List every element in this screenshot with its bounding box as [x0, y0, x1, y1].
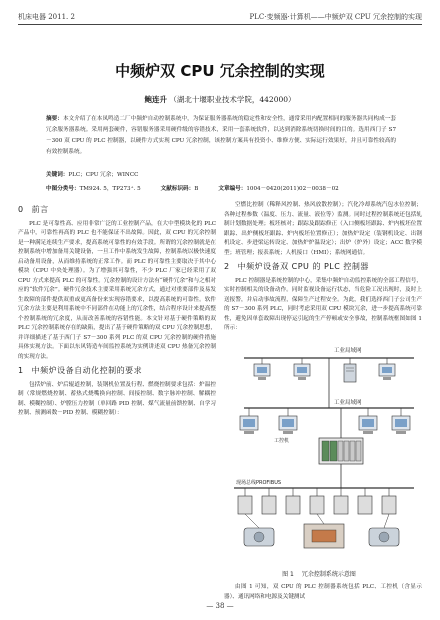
network-label-top: 工业局域网 [334, 347, 362, 354]
doc-code-value: B [194, 186, 199, 192]
article-no-label: 文章编号： [218, 186, 247, 192]
workstation-icon [279, 408, 297, 434]
field-device-icon [310, 488, 324, 514]
section-title: 中频炉设备自动化控制的要求 [31, 366, 143, 375]
device-link [245, 514, 259, 528]
abstract-label: 摘要： [46, 116, 63, 122]
figure-caption [224, 570, 422, 580]
motor-icon [244, 528, 274, 546]
author-name: 鲍连升 [144, 95, 167, 104]
header-journal: 机床电器 2011. 2 [18, 13, 75, 21]
header-section: PLC·变频器·计算机——中频炉双 CPU 冗余控制的实现 [249, 13, 422, 21]
device-link [317, 514, 324, 524]
figure-explanation-paragraph: 由图 1 可知，双 CPU 的 PLC 控制器系统包括 PLC、工控机（含显示器）、通讯网络和电源及关键测试 [224, 584, 422, 600]
article-no-value: 1004－0420(2011)02－0038－02 [246, 186, 339, 192]
workstation-icon [392, 408, 410, 434]
control-paragraph: 空燃比控制（稀释风控制、热风放散控制）；汽化冷却系统汽包水位控制；各种过程参数（温度、压力、流量、液位等）监测。同时过程控制系统还包括轧制计划数据处理；板坯核对；跟踪及跟踪修正（入口侧板坯跟踪、炉内板坯位置跟踪、出炉侧板坯跟踪、炉内板坯位置修正）；加热炉设定（装钢机设定、出钢机设定、步进梁运转设定、加热炉炉温设定）；出炉（炉外）设定；ACC 数学模型；班管理；报表系统；人机接口（HMI）；系统网通信。 [224, 202, 422, 256]
workstation-icon [240, 408, 258, 434]
plc-rack [319, 408, 363, 464]
section-heading-0 [18, 205, 216, 215]
device-link [384, 514, 389, 528]
system-diagram-svg [224, 338, 422, 568]
abstract-text: 本文介绍了在本凤鸣造二厂中频炉自动控制系统中，为保证服务器系统的稳定性和安全性，通常采用内配置相同的服务器共同构成一套冗余服务器系统。采用两套硬件，容错服务器采用硬件级的容错技术，采用一套系统软件，以达到消除系统切换时间的目的。选用西门子 S7－300 双 CPU 的 PLC 控制器，以硬件方式实现 CPU 冗余控制，该控制方案具有投资小、维修方便、实际运行效果好，并且可靠性较高的有效控制系统。 [46, 116, 396, 155]
section-title: 中频炉设备双 CPU 的 PLC 控制器 [237, 262, 369, 271]
clc-label: 中图分类号： [46, 186, 80, 192]
page-number: — 38 — [206, 602, 234, 610]
pc-label: 工控机 [274, 437, 290, 444]
running-header [18, 8, 422, 25]
classification-line [46, 184, 396, 192]
field-device-icon [286, 488, 300, 514]
section-title: 前言 [31, 205, 49, 214]
clc-value: TM924. 5，TP273⁺. 5 [79, 186, 141, 192]
figure-label: 图 1 [282, 570, 294, 578]
workstation-icon [254, 358, 270, 380]
plc-paragraph: PLC 控制器是系统控制的中心，采集中频炉自动监控系统的全部工程信号，实时控制相关的设备动作。同时监视设备运行状态，当危险工况出现时，及时上送报警，并启动事故流程，保障生产过程安全。为此，我们选择西门子公司生产的 S7－300 系列 PLC，同时考虑采用双 CPU 模块冗余，进一步提高系统可靠性，避免因单套故障出现停运引起的生产停顿或安全事故，控制系统框图如图 1 所示： [224, 277, 422, 331]
section-heading-1 [18, 366, 216, 376]
keywords [46, 170, 396, 178]
intro-paragraph: PLC 是可靠性高、应用非常广泛的工业控制产品，在大中型模块化的 PLC 产品中，可靠性再高的 PLC 也不能保证不出故障。因此，双 CPU 的冗余控制是一种满足连续生产要求，提高系统可靠性的有效手段。所谓的冗余控制就是在控制系统中增加备用关键设备，一旦工作中系统发生故障，控制系统以极快速度启动备用设备，从而维持系统的正常工作。而 PLC 的可靠性主要取决于其中心模块（CPU 中央处理器）。为了增强其可靠性，不少 PLC 厂家已经采用了双 CPU 方式来提高 PLC 的可靠性。冗余控制的设计方法有“硬件冗余”和与之相对应的“软件冗余”。硬件冗余技术主要采用系统冗余方式，通过对重要部件及易发生故障的部件提供双重或更高备份来实现容错要求，以提高系统的可靠性。软件冗余方法主要是利用系统中不同部件在功能上的冗余性，结合程序设计来提高整个控制系统的冗余度，从而改善系统的容错性能。本文针对基于硬件策略的双 PLC 冗余控制系统存在的缺陷，提出了基于硬件策略的双 CPU 冗余控制思想，并详细描述了基于西门子 S7－300 系列 PLC 的双 CPU 冗余控制的硬件措施具体实现方法。下面以东风铸造车间监控系统为实例讲述双 CPU 热备冗余控制的实现方法。 [18, 220, 216, 360]
left-column [18, 201, 216, 419]
workstation-icon [359, 408, 377, 434]
workstation-icon [294, 358, 310, 380]
network-label-middle: 工业局域网 [334, 399, 362, 406]
section-number: 2 [224, 262, 230, 271]
field-device-icon [358, 488, 372, 514]
system-diagram [224, 338, 422, 568]
server-icon [344, 358, 356, 382]
section-heading-2 [224, 262, 422, 272]
field-device-icon [382, 488, 396, 514]
requirements-paragraph: 包括炉前、炉后辊道控制，装钢机位置及行程、燃烧控制要求包括：炉温控制（常规燃烧控制、蓄热式烧嘴换向控制、间接控制、数字脉冲控制、解耦控制、模糊控制）、炉膛压力控制（单回路 PID 控制、煤气流量前馈控制、自学习控制、预测函数－PID 控制、模糊控制）： [18, 381, 216, 416]
workstation-icon [379, 358, 395, 380]
author-affiliation: （湖北十堰职业技术学院，442000） [169, 95, 296, 104]
field-device-icon [262, 488, 276, 514]
keywords-text: PLC；CPU 冗余；WINCC [68, 172, 139, 178]
profibus-label: 现场总线PROFIBUS [236, 479, 282, 486]
field-device-icon [334, 488, 348, 514]
section-number: 0 [18, 205, 24, 214]
field-device-icon [238, 488, 252, 514]
section-number: 1 [18, 366, 24, 375]
right-column [224, 201, 422, 602]
author-line [0, 94, 440, 105]
figure-caption-text: 冗余控制系统示意图 [301, 570, 356, 578]
motor-icon [369, 528, 399, 546]
keywords-label: 关键词： [46, 172, 69, 178]
abstract [46, 114, 396, 158]
doc-code-label: 文献标识码： [160, 186, 195, 192]
paper-title: 中频炉双 CPU 冗余控制的实现 [115, 62, 325, 80]
furnace-icon [304, 524, 344, 548]
